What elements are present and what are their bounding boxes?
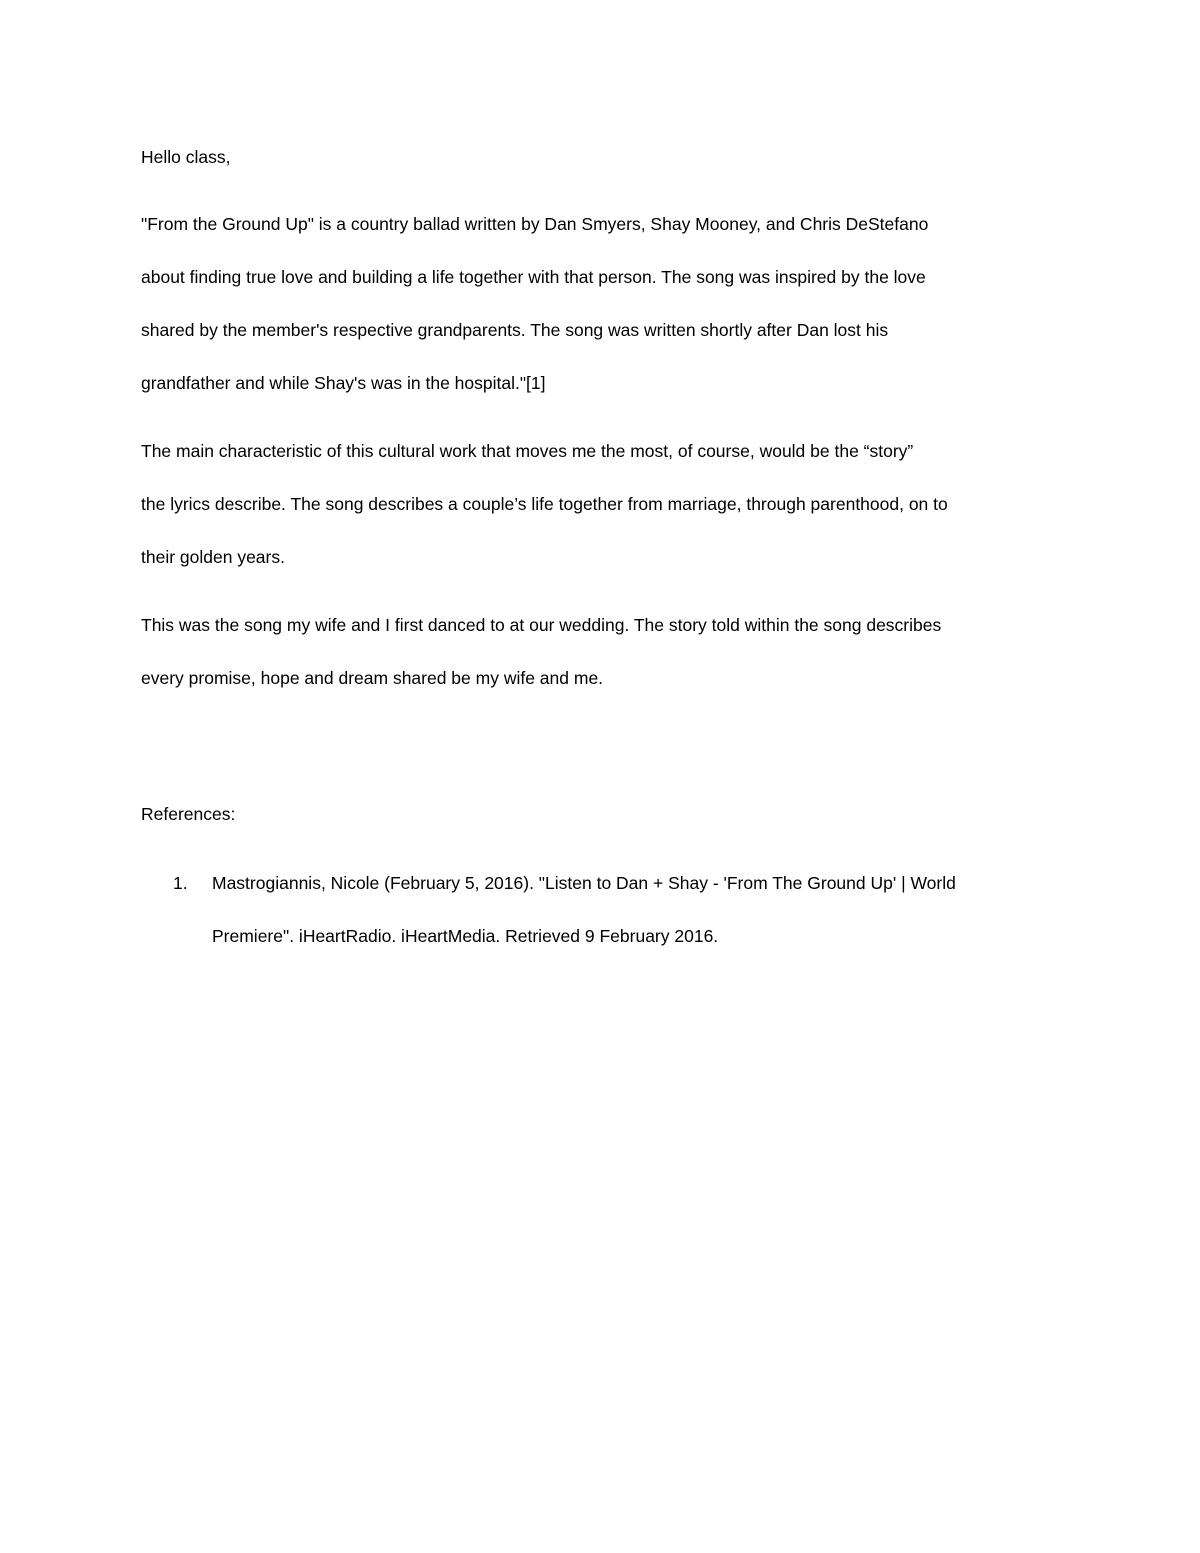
greeting: Hello class, [141,147,231,167]
paragraph-3-line: every promise, hope and dream shared be my wife and me. [141,668,604,688]
paragraph-1-line: about finding true love and building a life together with that person. The song was inspired by the love [141,267,926,287]
reference-line: Premiere". iHeartRadio. iHeartMedia. Retrieved 9 February 2016. [212,926,719,946]
reference-number: 1. [173,873,188,893]
references-heading: References: [141,804,236,824]
paragraph-1-line: shared by the member's respective grandparents. The song was written shortly after Dan lost his [141,320,889,340]
paragraph-2-line: The main characteristic of this cultural work that moves me the most, of course, would be the “story” [141,441,914,461]
paragraph-1-line: grandfather and while Shay's was in the hospital."[1] [141,373,546,393]
paragraph-1-line: "From the Ground Up" is a country ballad written by Dan Smyers, Shay Mooney, and Chris DeStefano [141,214,929,234]
paragraph-3-line: This was the song my wife and I first danced to at our wedding. The story told within the song describes [141,615,942,635]
reference-line: Mastrogiannis, Nicole (February 5, 2016). "Listen to Dan + Shay - 'From The Ground Up' | World [212,873,956,893]
paragraph-2-line: the lyrics describe. The song describes a couple’s life together from marriage, through parenthood, on to [141,494,948,514]
paragraph-2-line: their golden years. [141,547,285,567]
